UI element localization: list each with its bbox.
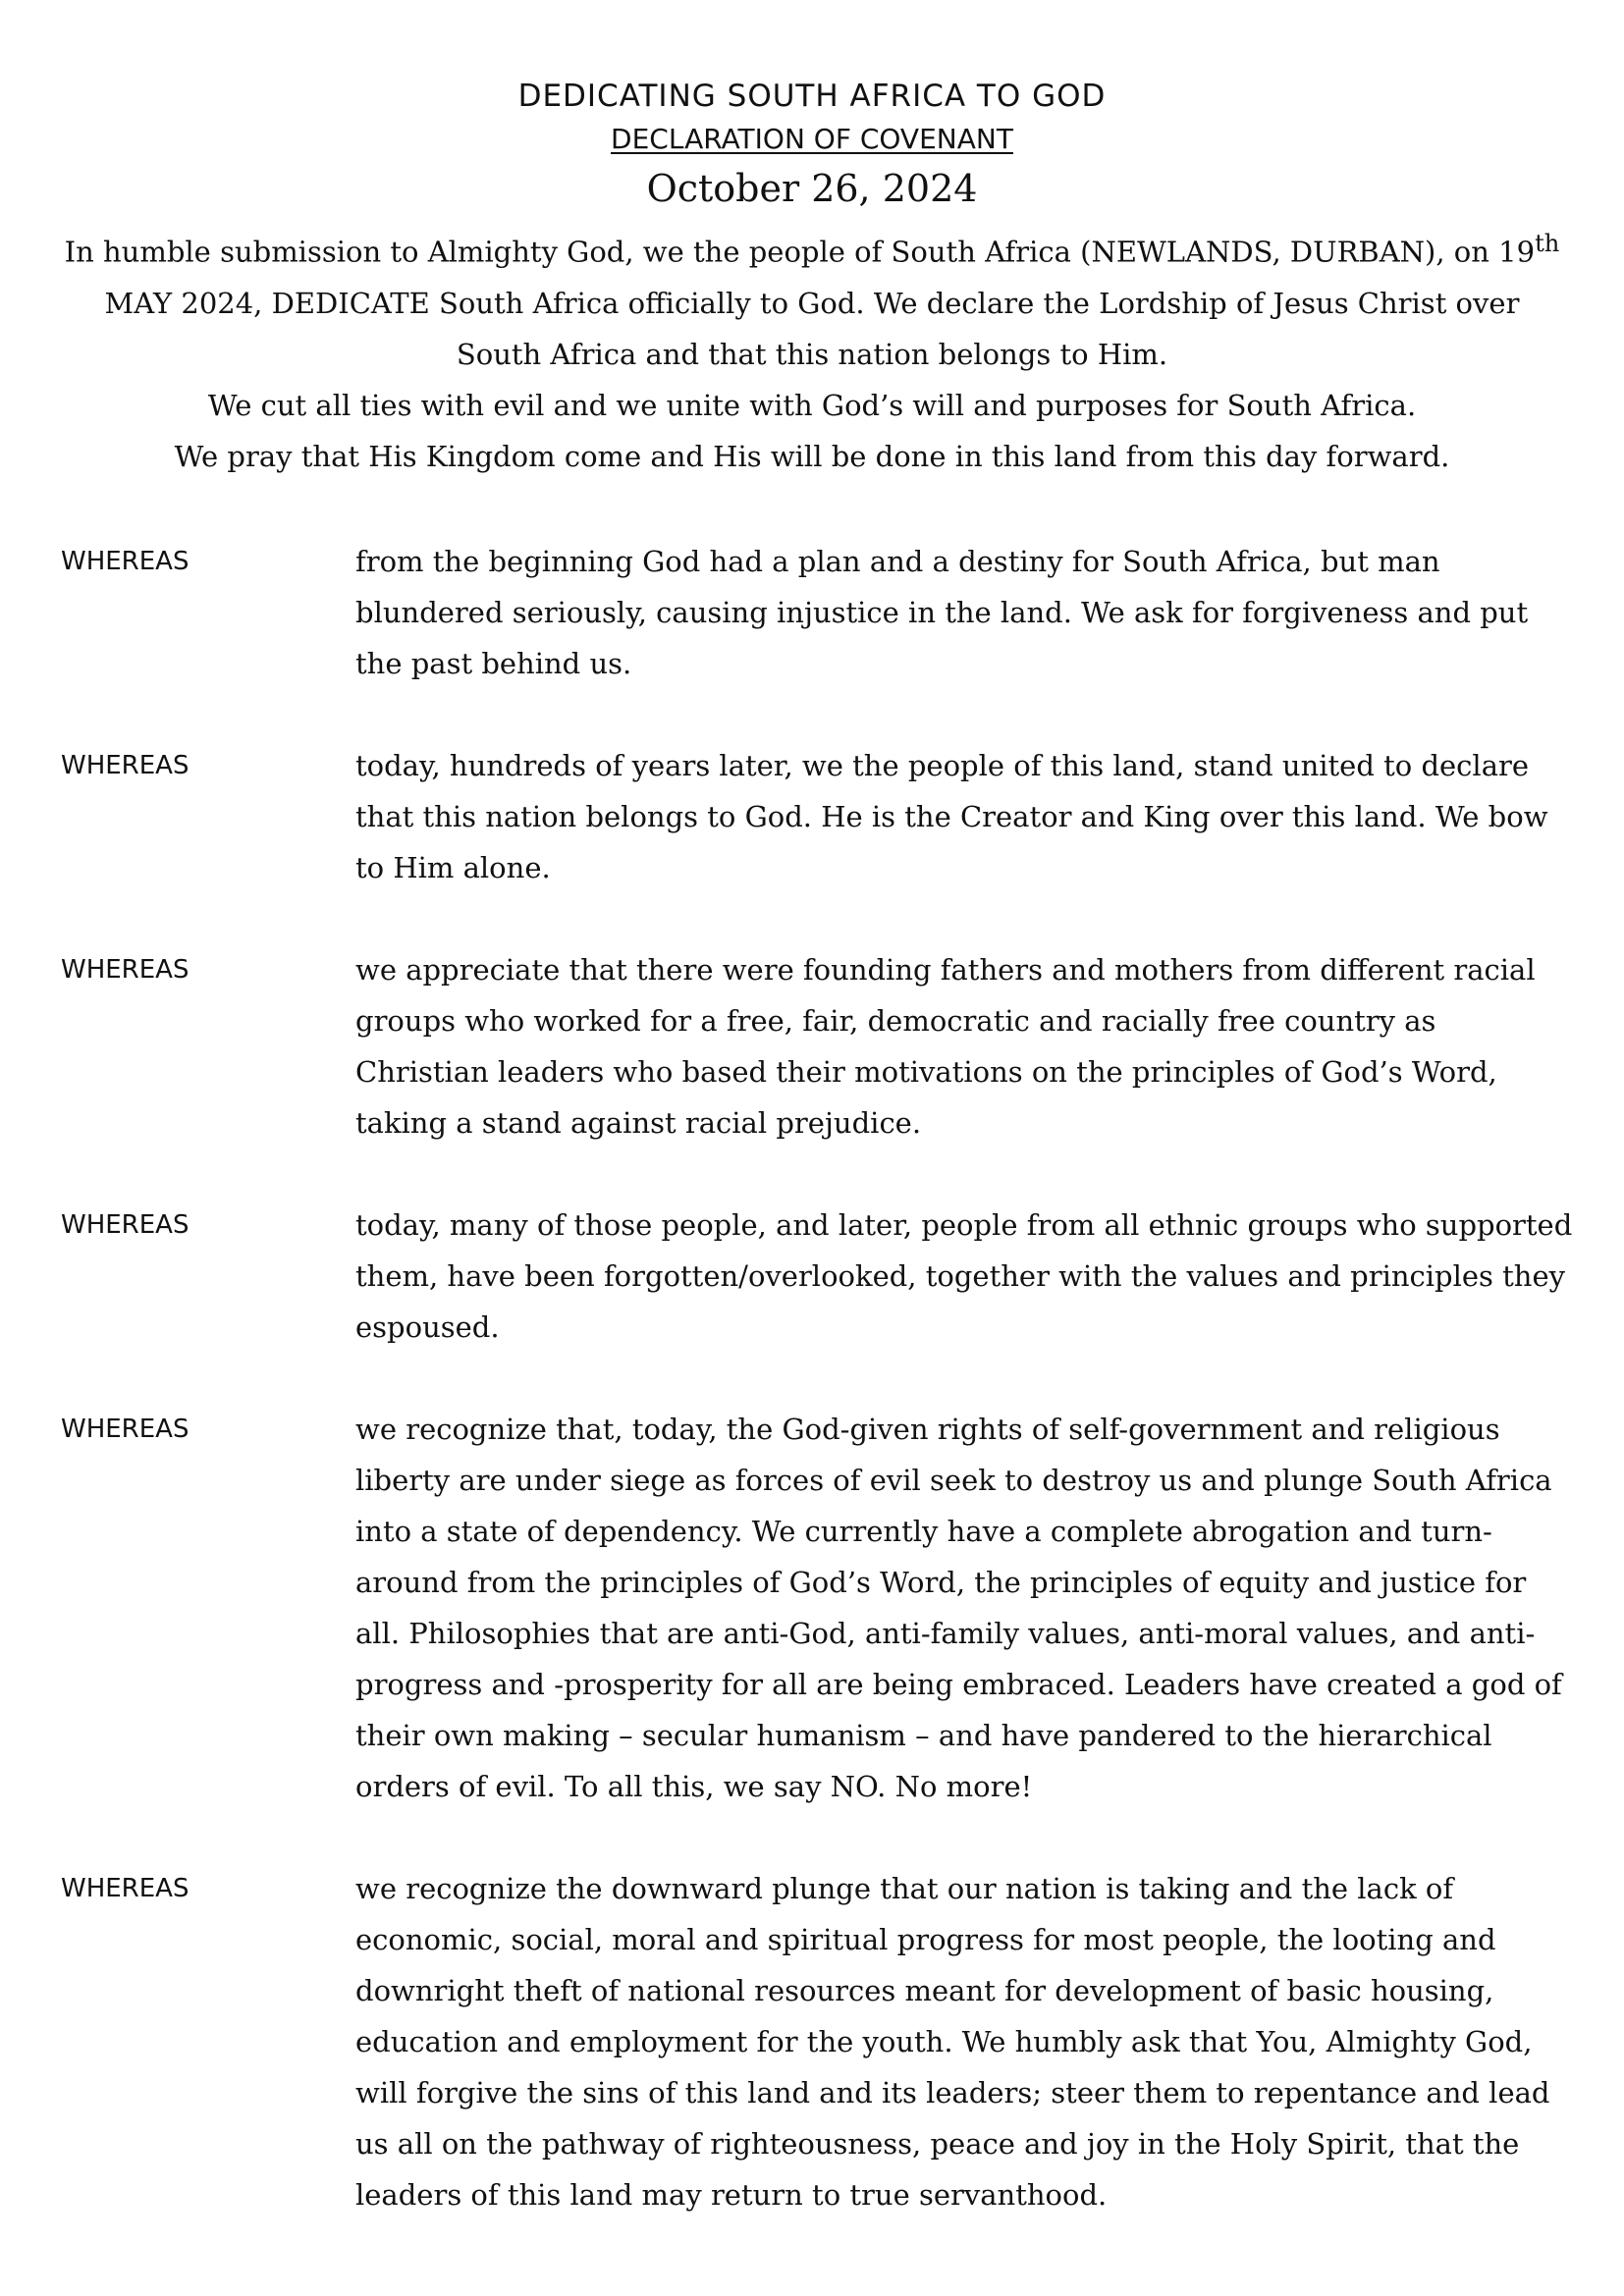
intro-paragraph-1 — [59, 218, 1565, 380]
clause-6 — [61, 1863, 1593, 2220]
intro-p1-start: In humble submission to Almighty God, we the people of South Africa (NEWLANDS, DURBAN), on 19 — [64, 235, 1536, 269]
document-date: October 26, 2024 — [646, 167, 978, 210]
clause-label: WHEREAS — [61, 547, 189, 576]
subtitle-text: DECLARATION OF COVENANT — [611, 123, 1013, 155]
clause-text: today, hundreds of years later, we the people of this land, stand united to declare that this nation belongs to God. He is the Creator and King over this land. We bow to Him alone. — [355, 749, 1548, 884]
document-subtitle — [59, 118, 1565, 161]
whereas-clauses — [61, 536, 1593, 2271]
clause-text: today, many of those people, and later, people from all ethnic groups who supported them, have been forgotten/overlooked, together with the values and principles they espoused. — [355, 1208, 1573, 1344]
clause-2 — [61, 740, 1593, 893]
intro-paragraph-2: We cut all ties with evil and we unite with God’s will and purposes for South Africa. — [207, 388, 1417, 422]
clause-5 — [61, 1404, 1593, 1812]
clause-text: we recognize the downward plunge that our nation is taking and the lack of economic, social, moral and spiritual progress for most people, the looting and downright theft of national resources meant for development of basic housing, education and employment for the youth. We humbly ask that You, Almighty God, will forgive the sins of this land and its leaders; steer them to repentance and lead us all on the pathway of righteousness, peace and joy in the Holy Spirit, that the leaders of this land may return to true servanthood. — [355, 1872, 1550, 2212]
clause-4 — [61, 1200, 1593, 1353]
intro-p1-superscript: th — [1535, 230, 1560, 257]
document-title: DEDICATING SOUTH AFRICA TO GOD — [517, 79, 1107, 114]
clause-label: WHEREAS — [61, 1874, 189, 1903]
clause-label: WHEREAS — [61, 955, 189, 985]
clause-text: from the beginning God had a plan and a destiny for South Africa, but man blundered seriously, causing injustice in the land. We ask for forgiveness and put the past behind us. — [355, 545, 1529, 680]
clause-label: WHEREAS — [61, 1210, 189, 1240]
intro-paragraph-3: We pray that His Kingdom come and His will be done in this land from this day forward. — [174, 439, 1450, 473]
clause-text: we appreciate that there were founding fathers and mothers from different racial groups who worked for a free, fair, democratic and racially free country as Christian leaders who based their motivations on the principles of God’s Word, taking a stand against racial prejudice. — [355, 953, 1536, 1140]
intro-p1-end: MAY 2024, DEDICATE South Africa officially to God. We declare the Lordship of Jesus Christ over South Africa and that this nation belongs to Him. — [104, 286, 1520, 371]
clause-3 — [61, 944, 1593, 1148]
clause-text: we recognize that, today, the God-given rights of self-government and religious liberty are under siege as forces of evil seek to destroy us and plunge South Africa into a state of dependency. We currently have a complete abrogation and turn-around from the principles of God’s Word, the principles of equity and justice for all. Philosophies that are anti-God, anti-family values, anti-moral values, and anti-progress and -prosperity for all are being embraced. Leaders have created a god of their own making – secular humanism – and have pandered to the hierarchical orders of evil. To all this, we say NO. No more! — [355, 1413, 1562, 1803]
document-header — [59, 75, 1565, 482]
intro-section — [59, 218, 1565, 482]
clause-label: WHEREAS — [61, 751, 189, 780]
clause-label: WHEREAS — [61, 1415, 189, 1444]
clause-1 — [61, 536, 1593, 689]
